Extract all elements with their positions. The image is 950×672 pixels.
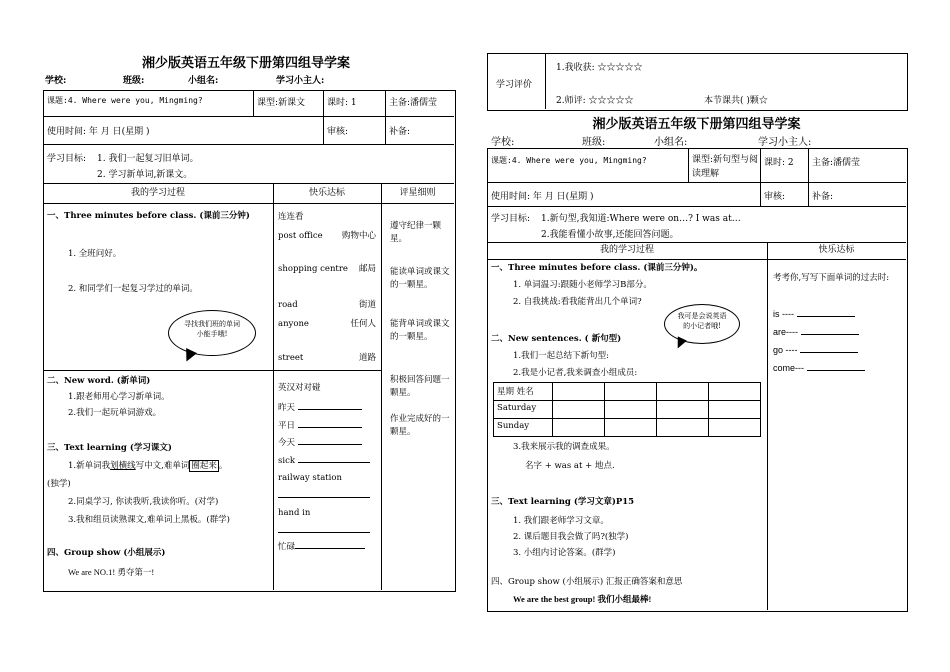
trans-item xyxy=(278,541,365,554)
divider xyxy=(760,182,761,206)
trans-item: railway station xyxy=(278,473,342,483)
left-s1b: 2. 和同学们一起复习学过的单词。 xyxy=(68,284,198,294)
answer-line xyxy=(801,334,859,335)
left-usetime: 使用时间: 年 月 日(星期 ) xyxy=(47,127,150,137)
right-group: 小组名: xyxy=(654,137,688,148)
left-s2b: 2.我们一起玩单词游戏。 xyxy=(68,408,162,418)
left-s4a: We are NO.1! 勇夺第一! xyxy=(68,567,155,577)
divider xyxy=(688,148,689,182)
right-col-process: 我的学习过程 xyxy=(599,245,654,255)
answer-line xyxy=(278,532,370,533)
right-goals-label: 学习目标: xyxy=(491,214,531,224)
match-zh: 道路 xyxy=(358,353,376,363)
bubble-text: 我可是会说英语的小记者哦! xyxy=(677,312,727,330)
left-s1: 一、Three minutes before class. (课前三分钟) xyxy=(47,211,250,221)
trans-item xyxy=(278,455,370,468)
trans-item: hand in xyxy=(278,508,311,518)
survey-cell[interactable] xyxy=(657,401,709,419)
divider xyxy=(323,90,324,116)
s3a-boxed: 圈起来 xyxy=(191,461,217,471)
right-s3a: 1. 我们跟老师学习文章。 xyxy=(513,516,609,526)
eval-rule: 积极回答问题一颗星。 xyxy=(390,375,450,398)
right-s2b: 2.我是小记者,我来调查小组成员: xyxy=(513,368,638,378)
eval-rule: 能读单词或课文的一颗星。 xyxy=(390,267,450,290)
table-row xyxy=(494,401,761,419)
right-host: 主备:潘儒莹 xyxy=(812,158,861,168)
right-s3: 三、Text learning (学习文章)P15 xyxy=(491,497,635,507)
match-en: road xyxy=(278,300,298,310)
s3a-text: 。 xyxy=(218,461,228,471)
fun-word-text: is ---- xyxy=(773,309,794,319)
right-goal2: 2.我能看懂小故事,还能回答问题。 xyxy=(541,230,679,240)
right-col-fun: 快乐达标 xyxy=(818,245,855,255)
match-row xyxy=(278,318,376,331)
right-type: 课型:新句型与阅读理解 xyxy=(692,155,759,179)
right-supp: 补备: xyxy=(812,192,834,202)
eval-rule: 遵守纪律一颗星。 xyxy=(390,221,442,244)
survey-table xyxy=(493,382,761,437)
match-en: street xyxy=(278,353,304,363)
answer-line xyxy=(295,548,365,549)
left-s3b: 2.同桌学习, 你读我听,我读你听。(对学) xyxy=(68,497,219,507)
right-school: 学校: xyxy=(491,137,515,148)
divider xyxy=(487,259,906,260)
left-type: 课型:新课文 xyxy=(257,98,306,108)
eval-rule: 作业完成好的一颗星。 xyxy=(390,414,450,437)
survey-cell[interactable] xyxy=(553,419,605,437)
match-row xyxy=(278,230,376,243)
left-col-eval: 评星细则 xyxy=(399,188,436,198)
survey-cell[interactable] xyxy=(657,383,709,401)
right-s2: 二、New sentences. ( 新句型) xyxy=(491,334,622,344)
answer-line xyxy=(298,409,362,410)
right-review: 审核: xyxy=(764,192,786,202)
right-s2d: 名字 + was at + 地点. xyxy=(525,461,615,471)
divider xyxy=(385,116,386,144)
right-s2a: 1.我们一起总结下新句型: xyxy=(513,351,609,361)
right-s1b: 2. 自我挑战:看我能背出几个单词? xyxy=(513,297,642,307)
match-zh: 购物中心 xyxy=(341,231,376,241)
match-row xyxy=(278,352,376,365)
right-eval3: 本节课共( )颗☆ xyxy=(704,96,768,106)
left-group: 小组名: xyxy=(188,76,219,86)
right-usetime: 使用时间: 年 月 日(星期 ) xyxy=(491,192,594,202)
answer-line xyxy=(800,352,858,353)
fun-word xyxy=(773,326,859,339)
survey-cell[interactable] xyxy=(709,401,761,419)
right-topic: 课题:4. Where were you, Mingming? xyxy=(491,156,647,165)
left-supp: 补备: xyxy=(389,127,411,137)
bubble-text: 寻找我们班的单词小能手哦! xyxy=(184,320,240,338)
trans-item xyxy=(278,420,362,433)
trans-word: 平日 xyxy=(278,421,296,431)
left-bubble xyxy=(168,310,256,356)
left-review: 审核: xyxy=(327,127,349,137)
right-s3c: 3. 小组内讨论答案。(群学) xyxy=(513,548,616,558)
divider xyxy=(381,183,382,590)
left-class: 班级: xyxy=(123,76,145,86)
right-class: 班级: xyxy=(582,137,606,148)
divider xyxy=(43,370,381,371)
answer-line xyxy=(298,444,362,445)
match-row xyxy=(278,299,376,312)
right-s3b: 2. 课后题目我会做了吗?(独学) xyxy=(513,532,629,542)
match-en: post office xyxy=(278,231,323,241)
match-en: shopping centre xyxy=(278,264,348,274)
fun-word xyxy=(773,344,858,357)
right-eval-box xyxy=(487,53,908,111)
left-col-process: 我的学习过程 xyxy=(130,188,185,198)
divider xyxy=(808,182,809,206)
survey-day: Sunday xyxy=(494,419,553,437)
right-eval-label: 学习评价 xyxy=(496,80,533,90)
answer-line xyxy=(278,497,370,498)
divider xyxy=(808,148,809,182)
left-s3a2: (独学) xyxy=(47,479,71,489)
right-s1: 一、Three minutes before class. (课前三分钟)。 xyxy=(491,263,703,273)
divider xyxy=(385,90,386,116)
match-row xyxy=(278,263,376,276)
right-period: 课时: 2 xyxy=(764,158,794,168)
left-s2: 二、New word. (新单词) xyxy=(47,376,151,386)
fun-word-text: go ---- xyxy=(773,345,798,355)
left-goal1: 1. 我们一起复习旧单词。 xyxy=(97,154,199,164)
trans-item xyxy=(278,402,362,415)
left-goal2: 2. 学习新单词,新课文。 xyxy=(97,170,193,180)
right-title: 湘少版英语五年级下册第四组导学案 xyxy=(592,117,801,132)
left-s2a: 1.跟老师用心学习新单词。 xyxy=(68,392,170,402)
survey-cell[interactable] xyxy=(657,419,709,437)
table-row xyxy=(494,383,761,401)
fun-word xyxy=(773,362,865,375)
divider xyxy=(323,116,324,144)
answer-line xyxy=(807,370,865,371)
survey-head: 星期 姓名 xyxy=(494,383,553,401)
answer-line xyxy=(298,462,370,463)
survey-cell[interactable] xyxy=(605,419,657,437)
fun-word xyxy=(773,308,855,321)
survey-cell[interactable] xyxy=(553,401,605,419)
match-zh: 街道 xyxy=(358,300,376,310)
fun-word-text: are---- xyxy=(773,327,798,337)
left-s4: 四、Group show (小组展示) xyxy=(47,548,166,558)
left-col-fun: 快乐达标 xyxy=(308,188,345,198)
left-title: 湘少版英语五年级下册第四组导学案 xyxy=(141,56,350,71)
trans-word: 昨天 xyxy=(278,403,296,413)
right-s4a: We are the best group! 我们小组最棒! xyxy=(513,594,652,604)
trans-word: 今天 xyxy=(278,438,296,448)
left-s1a: 1. 全班问好。 xyxy=(68,249,122,259)
survey-cell[interactable] xyxy=(605,401,657,419)
right-owner: 学习小主人: xyxy=(758,137,812,148)
survey-cell[interactable] xyxy=(709,383,761,401)
eval-rule: 能背单词或课文的一颗星。 xyxy=(390,319,450,342)
match-zh: 邮局 xyxy=(358,264,376,274)
left-goals-label: 学习目标: xyxy=(47,154,87,164)
trans-word: 忙碌 xyxy=(278,542,296,552)
s3a-text: 1.新单词我 xyxy=(68,461,111,471)
left-period: 课时: 1 xyxy=(327,98,357,108)
table-row xyxy=(494,419,761,437)
match-en: anyone xyxy=(278,319,309,329)
survey-cell[interactable] xyxy=(605,383,657,401)
match-zh: 任何人 xyxy=(350,319,376,329)
divider xyxy=(545,53,546,109)
divider xyxy=(43,203,454,204)
right-s2c: 3.我来展示我的调查成果。 xyxy=(513,442,615,452)
survey-cell[interactable] xyxy=(709,419,761,437)
trans-word: sick xyxy=(278,456,295,466)
left-s3a xyxy=(68,460,227,473)
divider xyxy=(273,183,274,590)
left-host: 主备:潘儒莹 xyxy=(389,98,438,108)
divider xyxy=(767,242,768,610)
right-s4: 四、Group show (小组展示) 汇报正确答案和意思 xyxy=(491,577,683,587)
right-goal1: 1.新句型,我知道:Where were on…? I was at… xyxy=(541,214,741,224)
right-eval2: 2.师评: ☆☆☆☆☆ xyxy=(556,96,634,106)
right-bubble xyxy=(664,304,740,344)
survey-day: Saturday xyxy=(494,401,553,419)
s3a-underline: 划横线 xyxy=(110,461,136,471)
right-eval1: 1.我收获: ☆☆☆☆☆ xyxy=(556,63,643,73)
left-owner: 学习小主人: xyxy=(276,76,325,86)
s3a-text: 写中文,难单词 xyxy=(135,461,190,471)
left-s3c: 3.我和组员读熟课文,难单词上黑板。(群学) xyxy=(68,515,230,525)
divider xyxy=(253,90,254,116)
survey-cell[interactable] xyxy=(553,383,605,401)
fun-intro: 考考你,写写下面单词的过去时: xyxy=(773,273,890,283)
fun-word-text: come--- xyxy=(773,363,804,373)
match-title: 连连看 xyxy=(278,212,304,222)
answer-line xyxy=(298,427,362,428)
right-s1a: 1. 单词温习:跟随小老师学习B部分。 xyxy=(513,280,652,290)
answer-line xyxy=(797,316,855,317)
left-s3: 三、Text learning (学习课文) xyxy=(47,443,172,453)
left-school: 学校: xyxy=(45,76,67,86)
left-topic: 课题:4. Where were you, Mingming? xyxy=(47,96,203,105)
divider xyxy=(760,148,761,182)
trans-title: 英汉对对碰 xyxy=(278,383,321,393)
trans-item xyxy=(278,437,362,450)
